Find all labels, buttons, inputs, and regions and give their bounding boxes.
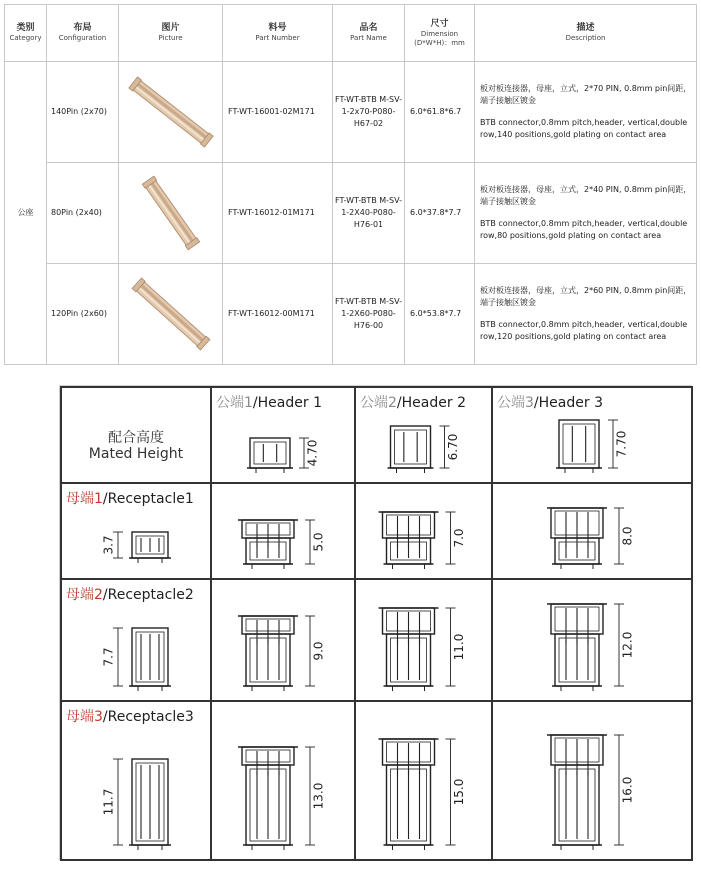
mated-2-3-cell [492,579,692,701]
header-1-label: 公端1/Header 1 [216,395,322,411]
mated-height-label [62,430,210,462]
dimension-label: 11.0 [452,633,466,661]
dimension-cell: 6.0*61.8*6.7 [405,62,475,163]
part-number-cell: FT-WT-16012-00M171 [223,264,333,365]
connector-120pin-image [123,269,219,359]
mated-corner-cell [61,387,211,483]
dimension-label: 12.0 [620,631,635,659]
connector-picture [119,264,223,365]
description-cn: 板对板连接器，母座，立式，2*40 PIN, 0.8mm pin间距，端子接触区镀金 [480,185,692,206]
mated-2-1-cell [211,579,355,701]
receptacle-1-label: 母端1/Receptacle1 [66,491,194,507]
header-description: 描述 Description [475,5,697,62]
header-picture: 图片 Picture [119,5,223,62]
spec-table-wrapper [4,4,696,368]
dimension-label: 15.0 [452,778,466,806]
part-name-cell: FT-WT-BTB M-SV-1-2X60-P080-H76-00 [333,264,405,365]
receptacle-1-row [61,483,692,579]
dimension-label: 3.7 [101,535,116,555]
spec-header-row [5,5,697,62]
configuration-cell: 120Pin (2x60) [47,264,119,365]
mated-2-2-cell [355,579,492,701]
connector-body-outline [391,426,431,468]
header-3-label: 公端3/Header 3 [497,395,603,411]
header-2-label: 公端2/Header 2 [360,395,466,411]
receptacle-3-cell [61,701,211,860]
header-dimension: 尺寸 Dimension (D*W*H)：mm [405,5,475,62]
connector-140pin-image [123,69,219,155]
table-row [5,62,697,163]
receptacle-1-drawing [62,484,208,576]
receptacle-3-label: 母端3/Receptacle3 [66,709,194,725]
receptacle-2-cell [61,579,211,701]
category-cell: 公座 [5,62,47,365]
table-row [5,163,697,264]
receptacle-1-cell [61,483,211,579]
description-en: BTB connector,0.8mm pitch,header, vertical,double row,120 positions,gold plating on contact area [480,320,688,341]
header-2-cell [355,387,492,483]
configuration-cell: 80Pin (2x40) [47,163,119,264]
header-1-cell [211,387,355,483]
dimension-label: 16.0 [620,776,635,804]
mated-3-1-cell [211,701,355,860]
description-cn: 板对板连接器，母座，立式，2*70 PIN, 0.8mm pin间距，端子接触区镀金 [480,84,692,105]
mated-height-en: Mated Height [88,446,184,462]
receptacle-2-row [61,579,692,701]
description-cell [475,163,697,264]
mated-2-2-drawing [356,580,489,698]
dimension-label: 7.7 [101,647,116,667]
connector-body-outline [559,420,599,468]
mated-1-3-cell [492,483,692,579]
dimension-label: 13.0 [311,782,326,810]
mated-2-1-drawing [212,580,352,698]
mated-1-3-drawing [493,484,689,576]
mated-3-2-cell [355,701,492,860]
dimension-label: 11.7 [101,788,116,816]
header-2-drawing [356,388,489,480]
spec-table [4,4,697,365]
mated-1-2-drawing [356,484,489,576]
mated-header-row [61,387,692,483]
dimension-label: 4.70 [305,439,320,467]
dimension-label: 7.70 [614,430,629,458]
mated-3-1-drawing [212,702,352,857]
dimension-label: 9.0 [311,641,326,661]
dimension-cell: 6.0*37.8*7.7 [405,163,475,264]
dimension-label: 8.0 [620,526,635,546]
header-1-drawing [212,388,352,480]
part-name-cell: FT-WT-BTB M-SV-1-2X40-P080-H76-01 [333,163,405,264]
header-3-drawing [493,388,689,480]
dimension-label: 6.70 [446,433,460,461]
mated-height-cn: 配合高度 [108,430,164,446]
mated-height-table [60,386,693,861]
description-cn: 板对板连接器，母座，立式，2*60 PIN, 0.8mm pin间距，端子接触区镀金 [480,286,692,307]
connector-body-outline [250,438,290,468]
mated-2-3-drawing [493,580,689,698]
part-number-cell: FT-WT-16001-02M171 [223,62,333,163]
mated-height-figure [60,386,691,859]
receptacle-3-row [61,701,692,860]
dimension-label: 7.0 [452,528,466,548]
mated-1-2-cell [355,483,492,579]
receptacle-2-label: 母端2/Receptacle2 [66,587,194,603]
description-en: BTB connector,0.8mm pitch,header, vertical,double row,140 positions,gold plating on contact area [480,118,688,139]
description-cell [475,62,697,163]
receptacle-3-drawing [62,702,208,857]
header-3-cell [492,387,692,483]
part-number-cell: FT-WT-16012-01M171 [223,163,333,264]
mated-3-3-cell [492,701,692,860]
mated-3-3-drawing [493,702,689,857]
header-category: 类别 Category [5,5,47,62]
header-configuration: 布局 Configuration [47,5,119,62]
connector-inner-outline [395,430,427,464]
connector-inner-outline [563,424,595,464]
description-en: BTB connector,0.8mm pitch,header, vertical,double row,80 positions,gold plating on contact area [480,219,688,240]
connector-inner-outline [254,442,286,464]
dimension-cell: 6.0*53.8*7.7 [405,264,475,365]
description-cell [475,264,697,365]
connector-picture [119,62,223,163]
mated-1-1-cell [211,483,355,579]
receptacle-2-drawing [62,580,208,698]
configuration-cell: 140Pin (2x70) [47,62,119,163]
connector-80pin-image [123,168,219,258]
header-part-name: 品名 Part Name [333,5,405,62]
part-name-cell: FT-WT-BTB M-SV-1-2x70-P080-H67-02 [333,62,405,163]
table-row [5,264,697,365]
header-part-number: 料号 Part Number [223,5,333,62]
mated-1-1-drawing [212,484,352,576]
mated-3-2-drawing [356,702,489,857]
dimension-label: 5.0 [311,532,326,552]
connector-picture [119,163,223,264]
